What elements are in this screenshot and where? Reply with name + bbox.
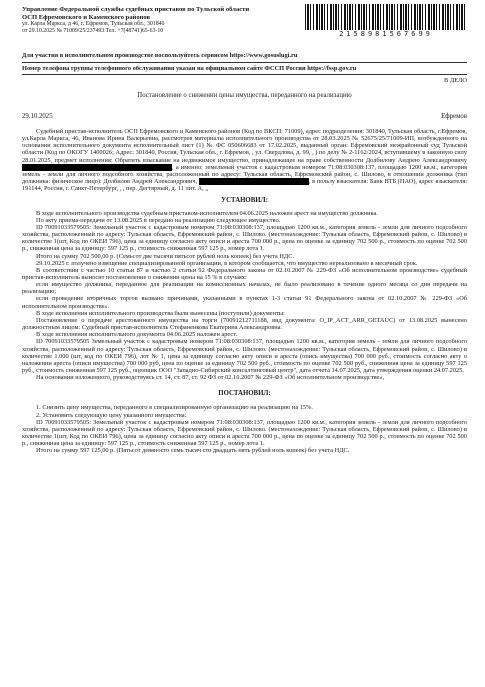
paragraph: если проведение вторичных торгов вызвано причинами, указанными в пунктах 1-3 статьи 91 Федерального закона от 02.10.2007 № 229-ФЗ «Об исполнительном производстве». (22, 295, 467, 310)
paragraph: Постановление о передаче арестованного имущества на торги (70091212711188, вид документа: O_IP_ACT_ARR_GETAUC) от 13.08.2025 вынесено должностным лицом: Судебный пристав-исполнитель Стефаненкова Екатерина Александровна. (22, 316, 467, 332)
agency-address: ул. Карла Маркса, д 46, г. Ефремов, Тульская обл., 301840 от 29.10.2025 № 71009/25/237493 Тел. +7(48741)65-63-10 (22, 21, 165, 34)
document-date: 29.10.2025 (22, 113, 53, 120)
barcode (305, 4, 467, 40)
barcode-number: 2158981567699 (339, 30, 433, 38)
resolution-total: Итого на сумму 597 125,00 р. (Пятьсот девяносто семь тысяч сто двадцать пять рублей ноль копеек) без учета НДС. (36, 447, 350, 455)
divider (22, 62, 467, 63)
paragraph: В ходе исполнительного производства судебным приставом-исполнителем 04.06.2025 наложен арест на имущество должника. (36, 209, 378, 217)
resolution-item: 2. Установить следующую цену указанного имущества: (36, 411, 187, 419)
document-body (22, 128, 467, 455)
resolution-item: 1. Снизить цену имущества, переданного в специализированную организацию на реализацию на 15%. (36, 404, 313, 412)
paragraph: 29.10.2025 г. получено извещение специализированной организации, в котором сообщается, что имущество нереализовано в месячный срок. (36, 259, 418, 267)
in-delo-stamp: В ДЕЛО (444, 77, 467, 84)
document-header (22, 6, 467, 50)
redaction-bar (199, 178, 309, 185)
section-established: УСТАНОВИЛ: (221, 197, 268, 205)
paragraph: На основании изложенного, руководствуясь ст. 14, ст. 87, ст. 92 ФЗ от 02.10.2007 № 229-ФЗ «Об исполнительном производстве», (36, 374, 385, 382)
paragraph: По акту приема-передачи от 13.08.2025 в передано на реализацию следующее имущество. (36, 216, 281, 224)
barcode-bars (305, 4, 467, 30)
document-title: Постановление о снижении цены имущества, переданного на реализацию (137, 92, 352, 99)
resolution-item: ID 70091033579505: Земельный участок с кадастровым номером 71:08:030308:137, площадью 1200 кв.м., категория земель - земли для личного подсобного хозяйства, расположенный по адресу: Тульская область, Ефремовский район, с. Шилово. (местонахождение: Тульская область, Ефремовский район, с. Шилово) в количестве 1(шт, Код по ОКЕИ 796), цена за единицу согласно акту описи и ареста 700 000 р., цена по оценке за единицу 702 500 р., стоимость по оценке 702 500 р., сниженная цена за единицу: 597 125 р., стоимость сниженная 597 125 р., номер лота 1. (22, 418, 467, 448)
redaction-bar (22, 164, 172, 171)
paragraph: Итого на сумму 702 500,00 р. (Семьсот две тысячи пятьсот рублей ноль копеек) без учета НДС. (36, 252, 295, 260)
section-resolved: ПОСТАНОВИЛ: (218, 390, 271, 398)
document-city: Ефремов (441, 113, 467, 120)
paragraph: В ходе исполнения исполнительного производства были вынесены (поступили) документы: (36, 309, 285, 317)
intro-paragraph: Судебный пристав-исполнитель ОСП Ефремовского и Каменского районов (Код по ВКСП: 71009), адрес подразделения: 301840, Тульская область, г.Ефремов, ул.Карла Маркса, 46, Иванова Ирина Валерьевна, рассмотрев материалы исполнительного производства от 28.03.2025 № 52675/25/71009-ИП, возбужденного на основании исполнительного документа исполнительный лист (1) № ФС 050606683 от 17.02.2025, выданный орган: Ефремовский межрайонный суд Тульской области (Код по ОКОГУ 1400026; Адрес: 301840, Россия, Тульская обл., г. Ефремов, , ул. Свердлова, д. 99, , ) по делу № 2-1162/2024, вступившему в законную силу 28.01.2025, предмет исполнения: Обратить взыскание на недвижимое имущество, принадлежащее на праве собственности Долбилову Андрею Александровичу , а именно: земельный участок с кадастровым номером 71:08:030308:137, площадью 1200 кв.м., категория земель - земли для личного подсобного хозяйства, расположенный по адресу: Тульская область, Ефремовский район, с. Шилово, в отношении должника (тип должника: физическое лицо): Долбилов Андрей Александрович, , в пользу взыскателя: Банк ВТБ (ПАО), адрес взыскателя: 191144, Россия, г. Санкт-Петербург, , , пер. Дегтярный, д. 11 лит. А, ,, (22, 128, 467, 193)
paragraph: В ходе исполнения исполнительного документа 04.06.2025 наложен арест. (36, 331, 238, 339)
divider (22, 74, 467, 75)
agency-name: Управление Федеральной службы судебных приставов по Тульской области ОСП Ефремовского и Каменского районов (22, 6, 250, 21)
paragraph: ID 70091033579505: Земельный участок с кадастровым номером 71:08:030308:137, площадью 1200 кв.м., категория земель - земли для личного подсобного хозяйства, расположенный по адресу: Тульская область, Ефремовский район, с. Шилово. (местонахождение: Тульская область, Ефремовский район, с. Шилово) в количестве 1(шт, Код по ОКЕИ 796), цена за единицу согласно акту описи и ареста 700 000 р., цена по оценке за единицу 702 500 р., стоимость по оценке 702 500 р., сниженная цена за единицу: 597 125 р., стоимость сниженная 597 125 р., номер лота 1. (22, 223, 467, 253)
paragraph: если имущество должника, переданное для реализации на комиссионных началах, не было реализовано в течение одного месяца со дня передачи на реализацию; (22, 281, 467, 296)
date-line (22, 113, 467, 120)
service-notice: Для участия в исполнительном производстве воспользуйтесь сервисом https://www.gosuslugi.ru Номер телефона группы телефонного обслуживания указан на официальном сайте ФССП России https://fssp.gov.ru (22, 52, 467, 75)
paragraph: В соответствии с частью 10 статьи 87 и частью 2 статьи 92 Федерального закона от 02.10.2007 № 229-ФЗ «Об исполнительном производстве» судебный пристав-исполнитель выносит постановление о снижении цены на 15 % в случаях: (22, 266, 467, 281)
paragraph: ID 70091033579505 Земельный участок с кадастровым номером 71:08:030308:137, площадью 1200 кв.м., категория земель - земли для личного подсобного хозяйства, расположенный по адресу: Тульская область, Ефремовский район, с. Шилово. (местонахождение: Тульская область, Ефремовский район, с. Шилово) в количестве 1.000 (шт, код по ОКЕИ 796), лот № 1, цена за единицу согласно акту описи и ареста (опись имущества) 700 000 руб., стоимость согласно акту о наложении ареста (описи имущества) 700 000 руб, цена по оценке за единицу 702 500 руб., стоимость по оценке 702 500 руб., сниженная цена за единицу 597 125 руб., стоимость сниженная 597 125 руб., оценщик ООО "Западно-Сибирский консалтинговый центр", дата отчета 14.07.2025, дата утверждения оценки 24.07.2025. (22, 338, 467, 374)
